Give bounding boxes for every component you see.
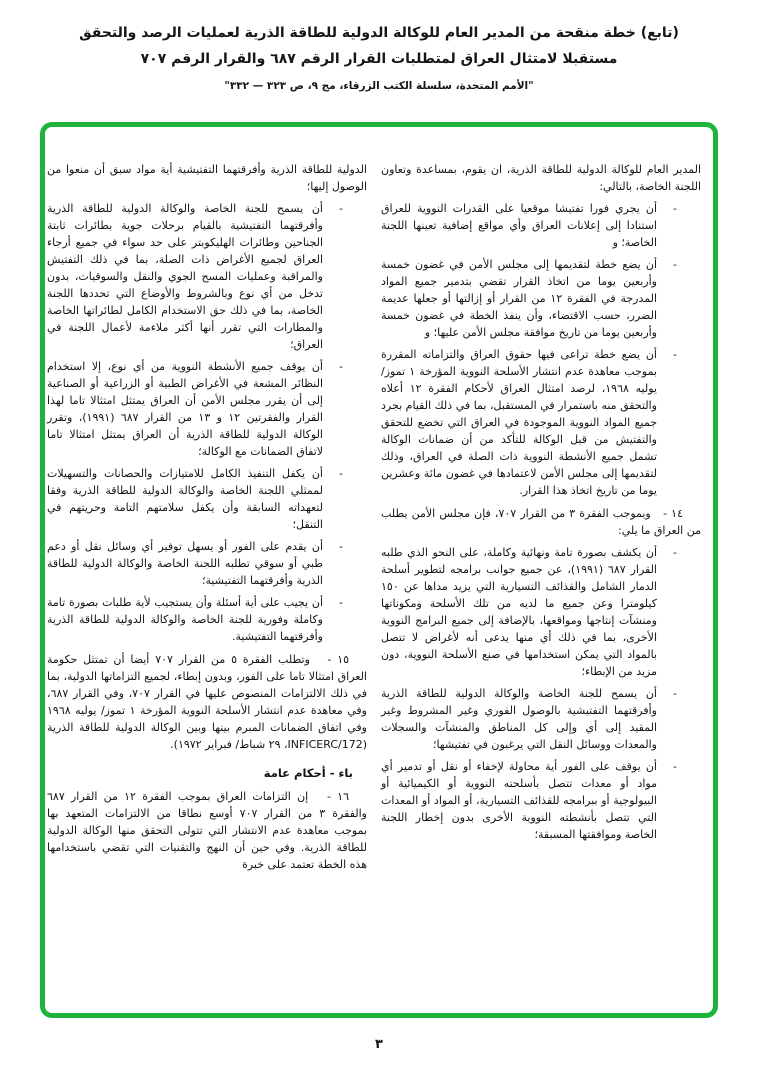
paragraph-14: ١٤ - وبموجب الفقرة ٣ من القرار ٧٠٧، فإن مجلس الأمن يطلب من العراق ما يلي: xyxy=(381,507,701,537)
bullet-item xyxy=(47,538,367,589)
bullet-text: أن يوقف على الفور أية محاولة لإخفاء أو نقل أو تدمير أي مواد أو معدات تتصل بأسلحته النووية أو الكيميائية أو البيولوجية أو ببرامجه للقذائف التسيارية، أو المواد أو المعدات التي تتصل بأنشطته النووية الأخرى بدون إخطار اللجنة الخاصة وموافقتها المسبقة؛ xyxy=(381,760,657,841)
header-title-line-2: مستقبلا لامتثال العراق لمتطلبات القرار الرقم ٦٨٧ والقرار الرقم ٧٠٧ xyxy=(140,51,618,67)
bullet-dash: - xyxy=(673,546,677,559)
bullet-dash: - xyxy=(339,202,343,215)
bullet-dash: - xyxy=(339,540,343,553)
bullet-dash: - xyxy=(673,760,677,773)
bullet-text: أن يوقف جميع الأنشطة النووية من أي نوع، إلا استخدام النظائر المشعة في الأغراض الطبية أو الزراعية أو الصناعية إلى أن يقرر مجلس الأمن أن العراق يمتثل امتثالا تاما لهذا القرار والفقرتين ١٢ و ١٣ من القرار ٦٨٧ (١٩٩١)، وتقرر الوكالة الدولية للطاقة الذرية أن العراق يمتثل امتثالا تاما لاتفاق الضمانات مع الوكالة؛ xyxy=(47,360,323,458)
bullet-text: أن يضع خطة تراعى فيها حقوق العراق والتزاماته المقررة بموجب معاهدة عدم انتشار الأسلحة النووية المؤرخة ١ تموز/ يوليه ١٩٦٨، لرصد امتثال العراق لأحكام الفقرة ١٢ أعلاه والتحقق منه باستمرار في المستقبل، بما في ذلك القيام بجرد جميع المواد النووية الموجودة في العراق التي تخضع للتحقق والتفتيش من قبل الوكالة للتأكد من أن ضمانات الوكالة تشمل جميع الأنشطة النووية ذات الصلة في العراق، وذلك لتقديمها إلى مجلس الأمن لاعتمادها في غضون مائة وعشرين يوما من تاريخ اتخاذ هذا القرار. xyxy=(381,348,657,497)
bullet-text: أن يسمح للجنة الخاصة والوكالة الدولية للطاقة الذرية وأفرقتهما التفتيشية بالوصول الفوري وغير المشروط وغير المقيد إلى أي وإلى كل المناطق والمنشآت والسجلات والمعدات ووسائل النقل التي يرغبون في تفتيشها؛ xyxy=(381,687,657,751)
header-title-line-1: (تابع) خطة منقحة من المدير العام للوكالة الدولية للطاقة الذرية لعمليات الرصد والتحقق xyxy=(79,25,679,41)
bullet-item xyxy=(381,256,701,341)
bullet-item xyxy=(381,758,701,843)
bullet-text: أن يجري فورا تفتيشا موقعيا على القدرات النووية للعراق استنادا إلى إعلانات العراق وأي مواقع إضافية تعينها اللجنة الخاصة؛ و xyxy=(381,202,657,249)
bullet-text: أن يكفل التنفيذ الكامل للامتيازات والحصانات والتسهيلات لممثلي اللجنة الخاصة والوكالة الدولية للطاقة الذرية وفقا لتعهداته السابقة وأن يكفل سلامتهم التامة وحريتهم في التنقل؛ xyxy=(47,467,323,531)
bullet-item xyxy=(47,358,367,460)
bullet-item xyxy=(381,200,701,251)
paragraph-15: ١٥ - وتطلب الفقرة ٥ من القرار ٧٠٧ أيضا أن تمتثل حكومة العراق امتثالا تاما على الفور، وبدون إبطاء، لجميع التزاماتها الدولية، بما في ذلك الالتزامات المنصوص عليها في القرار ٧٠٧، وفي القرار ٦٨٧، وفي معاهدة عدم انتشار الأسلحة النووية المؤرخة ١ تموز/ يوليه ١٩٦٨ وفي اتفاق الضمانات المبرم بينها وبين الوكالة الدولية للطاقة الذرية (INFICERC/172، ٢٩ شباط/ فبراير ١٩٧٢). xyxy=(47,653,367,751)
bullet-item xyxy=(381,685,701,753)
page-number: ٣ xyxy=(375,1037,383,1052)
bullet-dash: - xyxy=(673,202,677,215)
two-column-text-area xyxy=(45,127,713,878)
bullet-text: أن يجيب على أية أسئلة وأن يستجيب لأية طلبات بصورة تامة وكاملة وفورية للجنة الخاصة والوكالة الدولية للطاقة الذرية وأفرقتهما التفتيشية. xyxy=(47,596,323,643)
bullet-item xyxy=(381,544,701,680)
bullet-item xyxy=(47,594,367,645)
bullet-dash: - xyxy=(339,467,343,480)
column-right xyxy=(381,161,701,878)
bullet-dash: - xyxy=(673,258,677,271)
bullet-item xyxy=(47,465,367,533)
bullet-dash: - xyxy=(673,348,677,361)
bullet-dash: - xyxy=(339,360,343,373)
section-header-general-provisions: باء - أحكام عامة xyxy=(263,766,353,780)
paragraph-continuation-right: المدير العام للوكالة الدولية للطاقة الذرية، ان يقوم، بمساعدة وتعاون اللجنة الخاصة، بالتالي: xyxy=(381,163,701,193)
paragraph-16: ١٦ - إن التزامات العراق بموجب الفقرة ١٢ من القرار ٦٨٧ والفقرة ٣ من القرار ٧٠٧ أوسع نطاقا من الالتزامات المتعهد بها بموجب معاهدة عدم الانتشار التي تتولى التحقق منها الوكالة الدولية للطاقة الذرية. وفي حين أن النهج والتقنيات التي تقضي باستخدامها هذه الخطة تعتمد على خبرة xyxy=(47,790,367,871)
paragraph-continuation-left: الدولية للطاقة الذرية وأفرقتهما التفتيشية أية مواد سبق أن منعوا من الوصول إليها؛ xyxy=(47,163,367,193)
column-left xyxy=(47,161,367,878)
bullet-text: أن يكشف بصورة تامة ونهائية وكاملة، على النحو الذي طلبه القرار ٦٨٧ (١٩٩١)، عن جميع جوانب برامجه لتطوير أسلحة الدمار الشامل والقذائف التسيارية التي يزيد مداها عن ١٥٠ كيلومترا وعن جميع ما لديه من تلك الأسلحة ومكوناتها ومنشآت إنتاجها ومواقعها، بالإضافة إلى جميع البرامج النووية الأخرى، بما في ذلك أي منها يدعى أنه لأغراض لا تتصل بالمواد التي يمكن استخدامها في صنع الأسلحة النووية، دون مزيد من الإبطاء؛ xyxy=(381,546,657,678)
bullet-text: أن يضع خطة لتقديمها إلى مجلس الأمن في غضون خمسة وأربعين يوما من اتخاذ القرار تقضي بتدمير جميع المواد المدرجة في الفقرة ١٢ من القرار أو إزالتها أو جعلها عديمة الضرر، حسب الاقتضاء، وأن ينفذ الخطة في غضون خمسة وأربعين يوما من تاريخ موافقة مجلس الأمن عليها؛ و xyxy=(381,258,657,339)
document-header xyxy=(0,0,758,94)
bullet-text: أن يسمح للجنة الخاصة والوكالة الدولية للطاقة الذرية وأفرقتهما التفتيشية بالقيام برحلات جوية بطائرات ثابتة الجناحين وطائرات الهليكوبتر على حد سواء في جميع أرجاء العراق لجميع الأغراض ذات الصلة، بما في ذلك التفتيش والمراقبة وعمليات المسح الجوي والنقل والسوقيات، بدون تدخل من أي نوع وبالشروط والأوضاع التي تحددها اللجنة الخاصة، بما في ذلك حق الاستخدام الكامل لطائراتها الخاصة والمطارات التي تقرر أنها أكثر ملاءمة لأعمال اللجنة في العراق؛ xyxy=(47,202,323,351)
bullet-text: أن يقدم على الفور أو يسهل توفير أي وسائل نقل أو دعم طبي أو سوقي تطلبه اللجنة الخاصة والوكالة الدولية للطاقة الذرية وأفرقتهما التفتيشية؛ xyxy=(47,540,323,587)
header-source-citation: "الأمم المتحدة، سلسلة الكتب الزرقاء، مج ٩، ص ٣٢٣ — ٣٣٢" xyxy=(224,80,534,92)
bullet-dash: - xyxy=(673,687,677,700)
bullet-item xyxy=(381,346,701,499)
green-border-frame xyxy=(40,122,718,1018)
bullet-item xyxy=(47,200,367,353)
bullet-dash: - xyxy=(339,596,343,609)
